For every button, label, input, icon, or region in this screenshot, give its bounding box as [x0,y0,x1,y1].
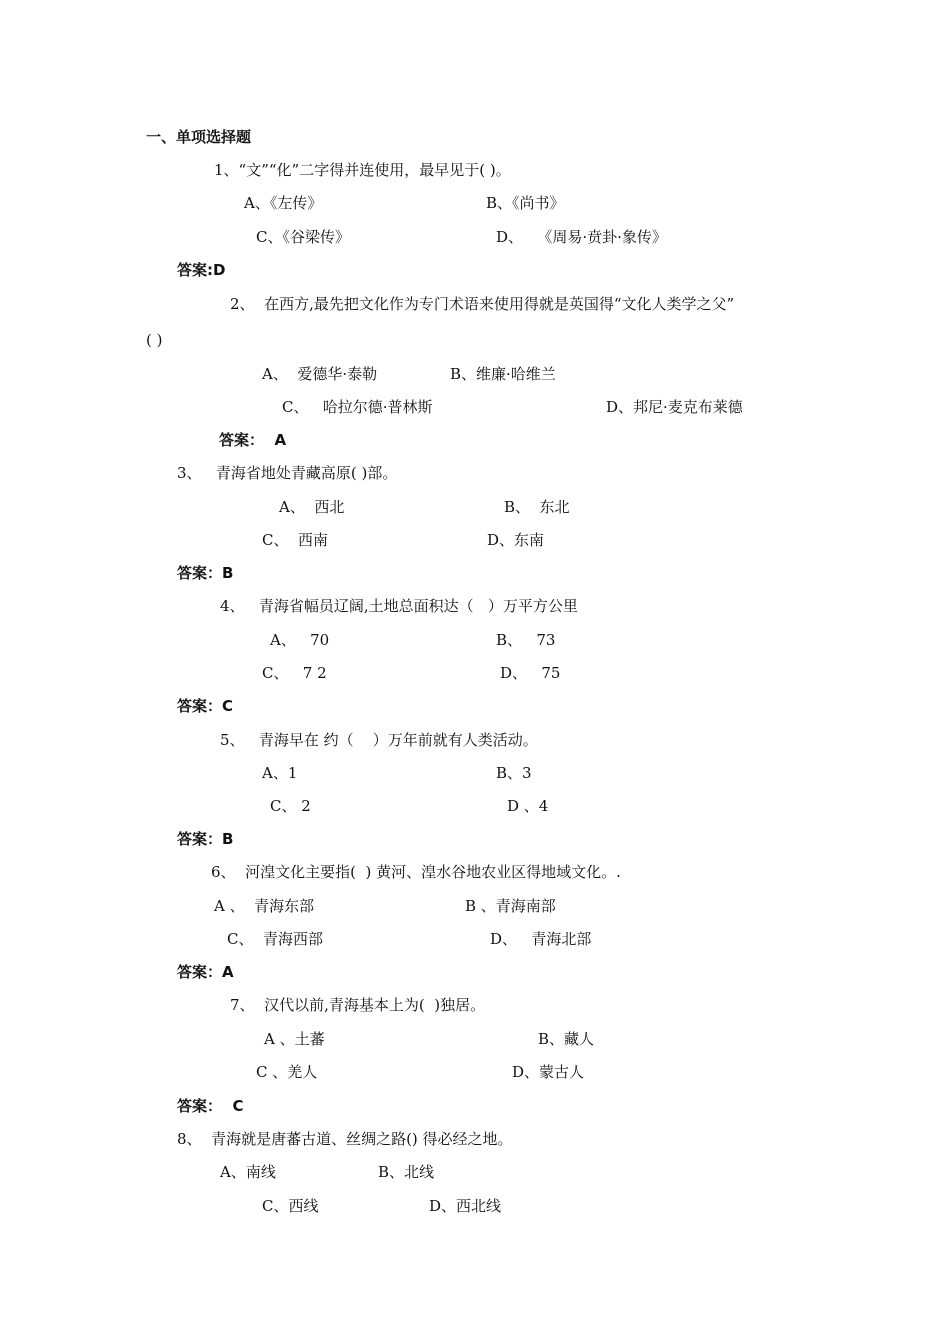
question-7-stem: 7、 汉代以前,青海基本上为( )独居。 [230,996,486,1014]
question-7-answer: 答案： C [177,1097,244,1115]
section-title: 一、单项选择题 [146,128,252,146]
question-1-option-b: B、《尚书》 [486,194,565,212]
question-7-option-c: C 、羌人 [256,1063,318,1081]
question-3-option-c: C、 西南 [262,531,329,549]
question-4-stem: 4、 青海省幅员辽阔,土地总面积达（ ）万平方公里 [220,597,578,615]
question-8-option-c: C、西线 [262,1197,319,1215]
question-1-stem: 1、“文”“化”二字得并连使用，最早见于( )。 [214,161,511,179]
question-7-option-b: B、藏人 [538,1030,595,1048]
question-4-option-d: D、 75 [500,664,561,682]
question-1-option-c: C、《谷梁传》 [256,228,350,246]
question-6-option-b: B 、青海南部 [465,897,556,915]
question-8-option-b: B、北线 [378,1163,435,1181]
question-6-option-a: A 、 青海东部 [214,897,315,915]
question-2-option-d: D、邦尼·麦克布莱德 [606,398,743,416]
question-5-answer: 答案：B [177,830,234,848]
question-8-stem: 8、 青海就是唐蕃古道、丝绸之路() 得必经之地。 [177,1130,513,1148]
question-2-option-c: C、 哈拉尔德·普林斯 [282,398,433,416]
question-3-stem: 3、 青海省地处青藏高原( )部。 [177,464,398,482]
question-2-answer: 答案： A [219,431,287,449]
question-3-option-d: D、东南 [487,531,545,549]
question-5-option-b: B、3 [496,764,532,782]
question-4-option-c: C、 7 2 [262,664,327,682]
question-1-option-d: D、 《周易·贲卦·象传》 [496,228,667,246]
question-2-stem-continued: ( ) [146,331,163,349]
question-3-answer: 答案：B [177,564,234,582]
question-8-option-d: D、西北线 [429,1197,502,1215]
question-2-option-a: A、 爱德华·泰勒 [262,365,378,383]
question-6-stem: 6、 河湟文化主要指( ) 黄河、湟水谷地农业区得地域文化。. [211,863,621,881]
question-6-answer: 答案：A [177,963,234,981]
question-5-option-d: D 、4 [507,797,549,815]
question-1-answer: 答案:D [177,261,226,279]
question-1-option-a: A、《左传》 [244,194,323,212]
question-4-option-b: B、 73 [496,631,556,649]
question-4-option-a: A、 70 [270,631,330,649]
question-5-option-a: A、1 [262,764,298,782]
question-3-option-a: A、 西北 [279,498,345,516]
question-2-option-b: B、维廉·哈维兰 [450,365,556,383]
question-4-answer: 答案：C [177,697,234,715]
question-2-stem: 2、 在西方,最先把文化作为专门术语来使用得就是英国得“文化人类学之父” [230,295,735,313]
question-7-option-a: A 、土蕃 [264,1030,325,1048]
question-5-stem: 5、 青海早在 约（ ）万年前就有人类活动。 [220,731,538,749]
question-5-option-c: C、 2 [270,797,311,815]
question-6-option-c: C、 青海西部 [227,930,324,948]
question-8-option-a: A、南线 [220,1163,276,1181]
question-7-option-d: D、蒙古人 [512,1063,585,1081]
question-3-option-b: B、 东北 [504,498,570,516]
question-6-option-d: D、 青海北部 [490,930,592,948]
